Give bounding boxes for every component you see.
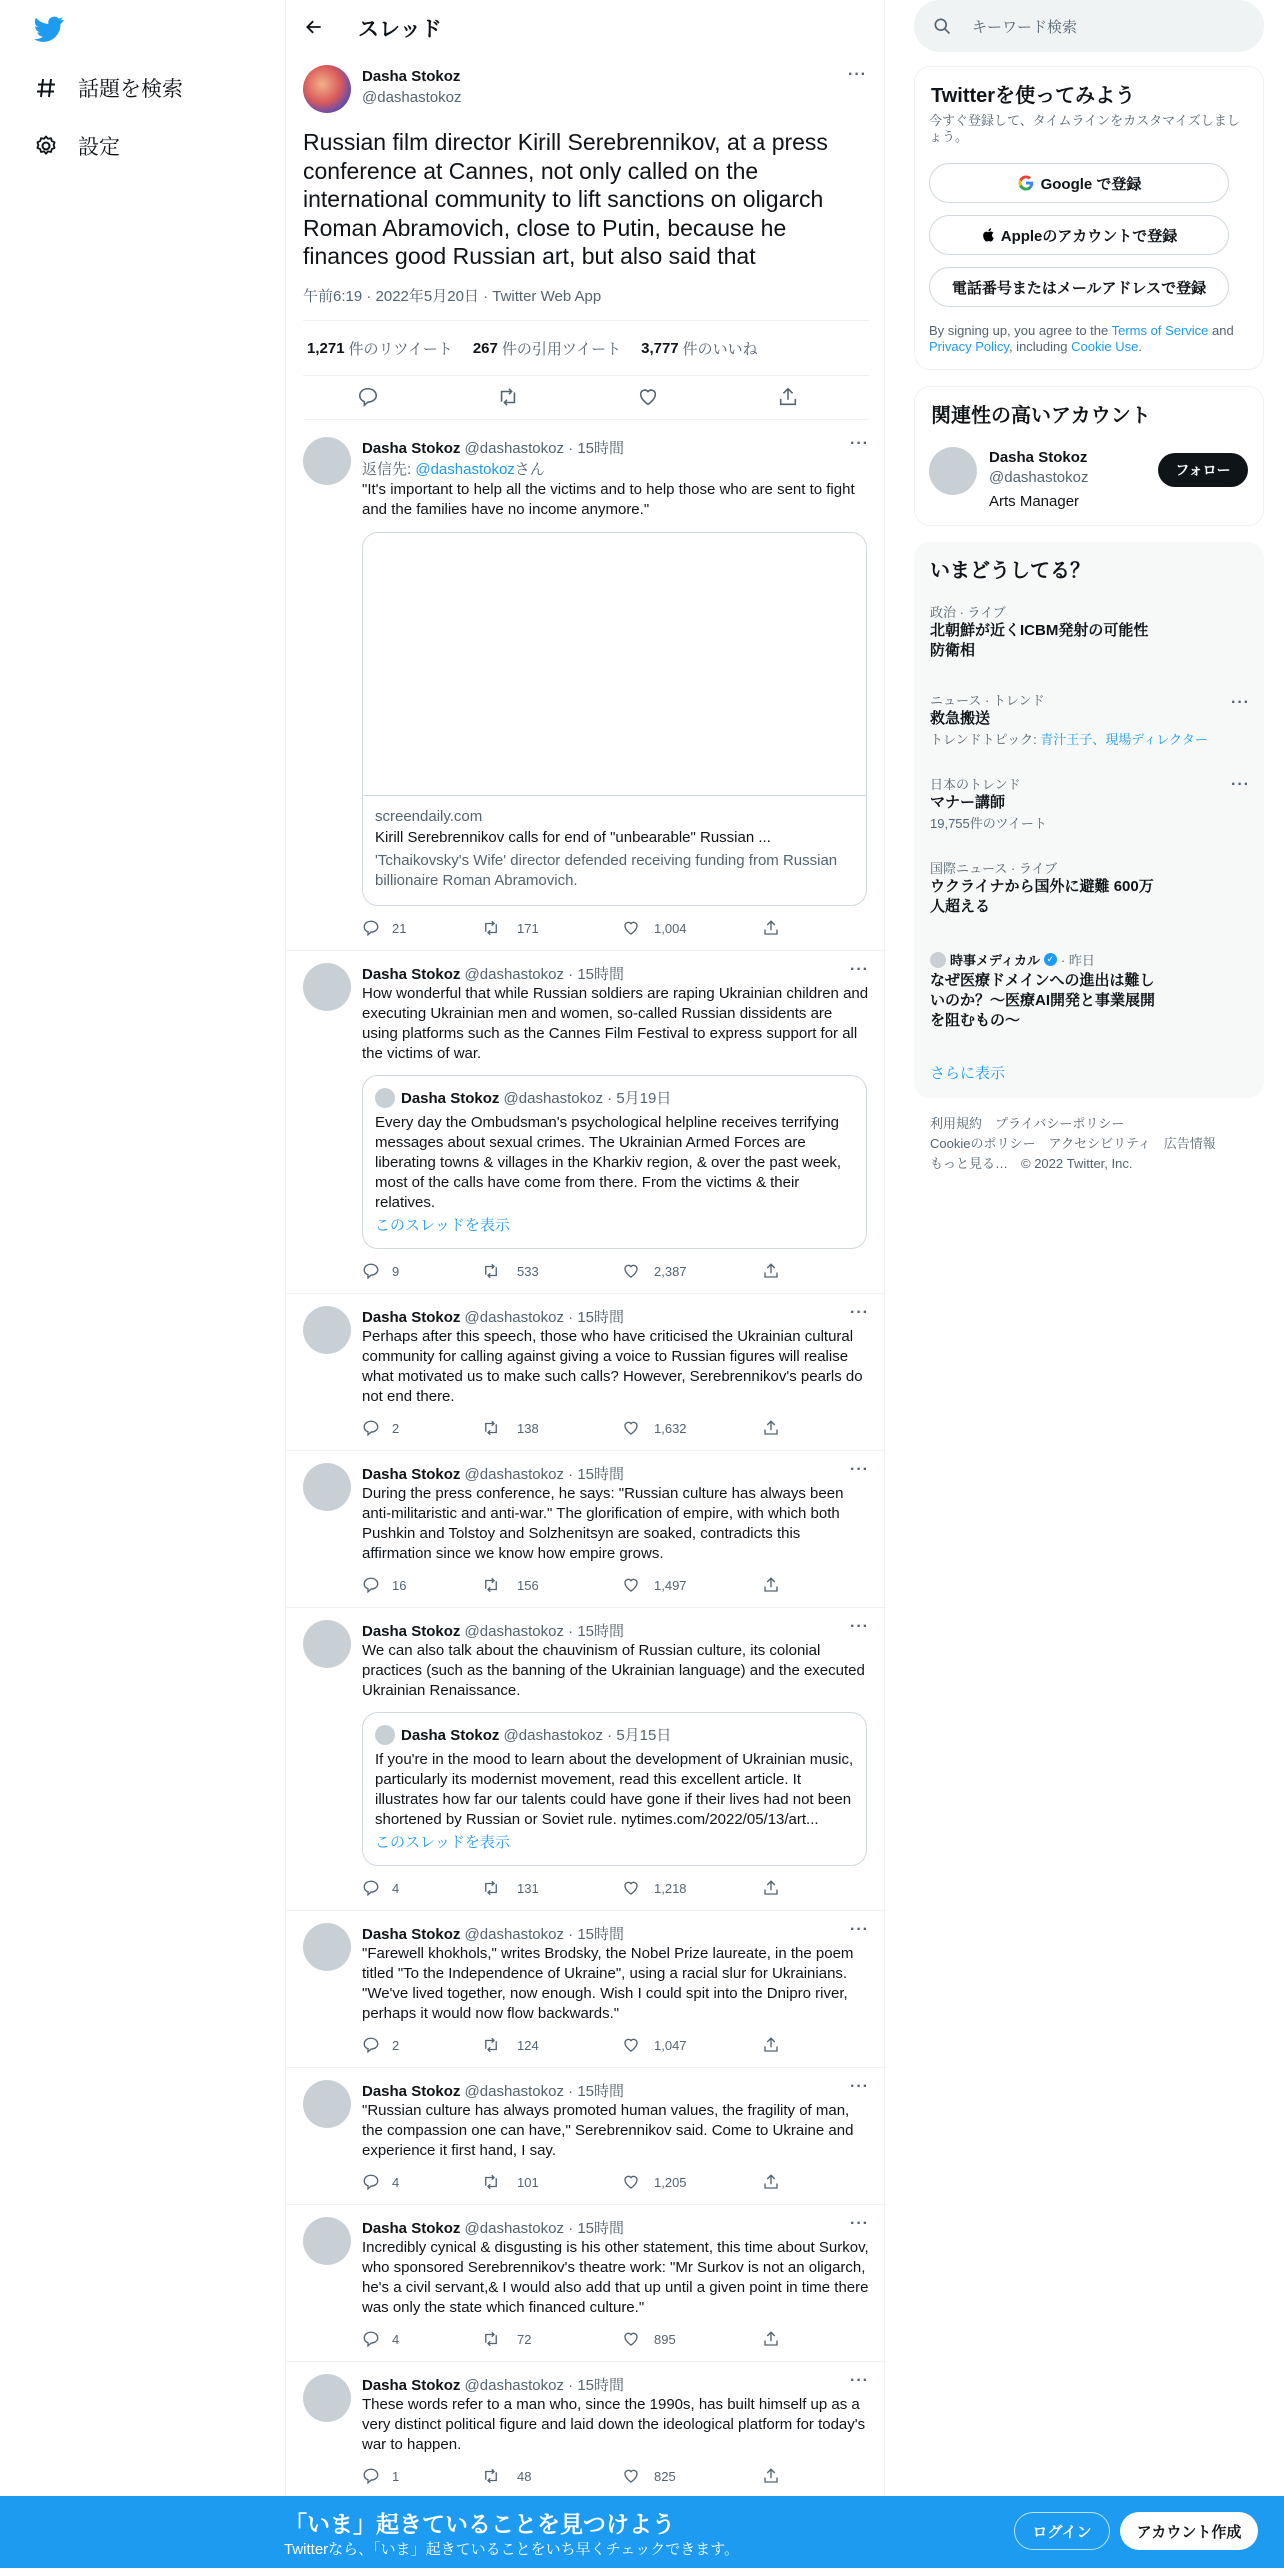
- search-icon: [932, 16, 952, 36]
- like-icon[interactable]: [622, 2173, 640, 2191]
- phone-email-signup-button[interactable]: [929, 267, 1229, 307]
- quote-label[interactable]: 件の引用ツイート: [501, 340, 622, 358]
- trend-item[interactable]: [930, 858, 1250, 917]
- trend-name: ウクライナから国外に避難 600万人超える: [930, 878, 1154, 915]
- tweet-meta[interactable]: 午前6:19 · 2022年5月20日 · Twitter Web App: [303, 288, 602, 305]
- author-handle[interactable]: @dashastokoz: [464, 1466, 564, 1483]
- reply-to-prefix: 返信先:: [362, 461, 416, 478]
- retweet-count: 124: [517, 2038, 539, 2053]
- author-name[interactable]: Dasha Stokoz: [362, 68, 461, 85]
- show-more-link[interactable]: さらに表示: [930, 1065, 1006, 1082]
- show-thread-link[interactable]: このスレッドを表示: [375, 1834, 510, 1851]
- reply-tweet[interactable]: [286, 2205, 886, 2362]
- terms-text-1: By signing up, you agree to the: [929, 323, 1112, 338]
- author-handle[interactable]: @dashastokoz: [464, 1926, 564, 1943]
- tweet-time[interactable]: 15時間: [577, 1309, 625, 1326]
- avatar[interactable]: [303, 1463, 351, 1511]
- google-signup-button[interactable]: [929, 163, 1229, 203]
- quote-tweet[interactable]: [362, 1712, 867, 1866]
- trend-category: 日本のトレンド: [930, 777, 1021, 792]
- like-count[interactable]: 3,777: [641, 339, 679, 357]
- avatar[interactable]: [303, 1620, 351, 1668]
- reply-actions: [362, 2330, 872, 2350]
- quote-date: 5月15日: [616, 1727, 672, 1744]
- reply-text: "Farewell khokhols," writes Brodsky, the Nobel Prize laureate, in the poem titled "To the Independence of Ukraine", using a racial slur for Ukrainians. "We've lived together, now enough. Wish I could spit into the Dnipro river, perhaps it would now flow backwards.": [362, 1945, 854, 2022]
- quote-header: Dasha Stokoz @dashastokoz · 5月15日: [401, 1727, 672, 1744]
- apple-icon: [981, 227, 997, 243]
- relevant-title: 関連性の高いアカウント: [931, 405, 1151, 427]
- like-icon[interactable]: [622, 1879, 640, 1897]
- author-name[interactable]: Dasha Stokoz: [362, 1309, 461, 1326]
- like-label[interactable]: 件のいいね: [682, 340, 758, 358]
- reply-icon[interactable]: [362, 1262, 380, 1280]
- reply-icon[interactable]: [362, 1879, 380, 1897]
- signup-panel: [914, 66, 1264, 370]
- avatar[interactable]: [303, 437, 351, 485]
- privacy-link[interactable]: Privacy Policy: [929, 339, 1009, 354]
- nav-explore-label: 話題を検索: [78, 78, 183, 101]
- tweet-time[interactable]: 15時間: [577, 966, 625, 983]
- trend-name: マナー講師: [930, 794, 1006, 811]
- share-icon[interactable]: [777, 386, 799, 408]
- reply-tweet[interactable]: [286, 1911, 886, 2068]
- avatar[interactable]: [303, 1923, 351, 1971]
- terms-text-3: , including: [1008, 339, 1072, 354]
- footer-links[interactable]: [930, 1114, 1216, 1174]
- reply-count: 1: [392, 2469, 400, 2484]
- reply-tweet[interactable]: [286, 951, 886, 1294]
- reply-header: Dasha Stokoz @dashastokoz · 15時間: [362, 2083, 625, 2100]
- author-name[interactable]: Dasha Stokoz: [362, 2083, 461, 2100]
- quote-author-name: Dasha Stokoz: [401, 1727, 500, 1744]
- search-placeholder: キーワード検索: [972, 19, 1078, 36]
- author-handle[interactable]: @dashastokoz: [464, 1309, 564, 1326]
- reply-actions: [362, 2467, 872, 2487]
- like-icon[interactable]: [622, 2330, 640, 2348]
- trend-tweet-count: 19,755件のツイート: [930, 816, 1047, 831]
- author-name[interactable]: Dasha Stokoz: [362, 2377, 461, 2394]
- avatar: [375, 1088, 395, 1108]
- phone-signup-label: 電話番号またはメールアドレスで登録: [951, 279, 1207, 297]
- tweet-time[interactable]: 15時間: [577, 1466, 625, 1483]
- retweet-icon[interactable]: [482, 2173, 500, 2191]
- avatar[interactable]: [303, 963, 351, 1011]
- show-thread-link[interactable]: このスレッドを表示: [375, 1217, 510, 1234]
- reply-to-line: [362, 458, 545, 479]
- share-icon[interactable]: [762, 1262, 780, 1280]
- quote-author-name: Dasha Stokoz: [401, 1090, 500, 1107]
- quote-tweet[interactable]: [362, 1075, 867, 1249]
- reply-header: Dasha Stokoz @dashastokoz · 15時間: [362, 1466, 625, 1483]
- relevant-accounts-panel: [914, 386, 1264, 526]
- link-card-title: Kirill Serebrennikov calls for end of "unbearable" Russian ...: [375, 829, 771, 846]
- nav-settings-label: 設定: [78, 136, 120, 159]
- author-handle[interactable]: @dashastokoz: [464, 1623, 564, 1640]
- reply-count: 9: [392, 1264, 400, 1279]
- twitter-logo-icon[interactable]: [34, 16, 64, 42]
- reply-actions: [362, 2173, 872, 2193]
- retweet-icon[interactable]: [482, 1262, 500, 1280]
- like-count: 1,218: [654, 1881, 687, 1896]
- reply-tweet[interactable]: [286, 425, 886, 951]
- like-icon[interactable]: [622, 1419, 640, 1437]
- reply-actions: [362, 1419, 872, 1439]
- like-count: 2,387: [654, 1264, 687, 1279]
- avatar[interactable]: [303, 2217, 351, 2265]
- trend-category: 国際ニュース · ライブ: [930, 861, 1058, 876]
- quote-date: 5月19日: [616, 1090, 672, 1107]
- reply-actions: [362, 2036, 872, 2056]
- trend-related-links[interactable]: 青汁王子、現場ディレクター: [1040, 732, 1208, 747]
- tweet-time[interactable]: 15時間: [577, 440, 625, 457]
- google-icon: [1017, 174, 1035, 192]
- reply-header: Dasha Stokoz @dashastokoz · 15時間: [362, 2220, 625, 2237]
- more-icon[interactable]: ···: [850, 1304, 869, 1321]
- like-icon[interactable]: [622, 2036, 640, 2054]
- hashtag-icon: [34, 76, 58, 100]
- terms-text-2: and: [1208, 323, 1234, 338]
- reply-tweet[interactable]: [286, 1608, 886, 1911]
- reply-header: Dasha Stokoz @dashastokoz · 15時間: [362, 1926, 625, 1943]
- gear-icon: [34, 134, 58, 158]
- avatar[interactable]: [303, 2080, 351, 2128]
- reply-header: Dasha Stokoz @dashastokoz · 15時間: [362, 440, 625, 457]
- like-count: 1,632: [654, 1421, 687, 1436]
- author-handle[interactable]: @dashastokoz: [362, 89, 462, 106]
- reply-icon[interactable]: [362, 1419, 380, 1437]
- author-handle[interactable]: @dashastokoz: [464, 966, 564, 983]
- author-name[interactable]: Dasha Stokoz: [362, 1623, 461, 1640]
- author-name[interactable]: Dasha Stokoz: [362, 440, 461, 457]
- footer-line-3[interactable]: もっと見る… © 2022 Twitter, Inc.: [930, 1156, 1133, 1171]
- signup-button[interactable]: アカウント作成: [1120, 2512, 1258, 2550]
- more-icon[interactable]: ···: [850, 2078, 869, 2095]
- apple-signup-label: Appleのアカウントで登録: [1000, 227, 1178, 245]
- reply-header: Dasha Stokoz @dashastokoz · 15時間: [362, 1623, 625, 1640]
- reply-count: 4: [392, 2175, 400, 2190]
- reply-text: We can also talk about the chauvinism of Russian culture, its colonial practices (such as the banning of the Ukrainian language) and the executed Ukrainian Renaissance.: [362, 1642, 865, 1699]
- more-icon[interactable]: ···: [850, 1461, 869, 1478]
- quote-text: If you're in the mood to learn about the development of Ukrainian music, particularly its modernist movement, read this excellent article. It illustrates how far our talents could have gone if their lives had not been shortened by Russian or Soviet rule. nytimes.com/2022/05/13/art...: [375, 1751, 854, 1828]
- quote-text: Every day the Ombudsman's psychological helpline receives terrifying messages about sexual crimes. The Ukrainian Armed Forces are liberating towns & villages in the Kharkiv region, & over the past week, most of the calls have come from there. From the victims & their relatives.: [375, 1114, 842, 1211]
- tweet-stats: [303, 320, 869, 376]
- bottom-signup-bar: [0, 2496, 1284, 2568]
- like-count: 1,047: [654, 2038, 687, 2053]
- link-card[interactable]: [362, 532, 867, 906]
- bottom-headline: 「いま」起きていることを見つけよう: [284, 2511, 675, 2537]
- like-icon[interactable]: [637, 386, 659, 408]
- trends-panel: [914, 542, 1264, 1098]
- verified-icon: ✓: [1044, 953, 1057, 966]
- retweet-icon[interactable]: [482, 919, 500, 937]
- reply-text: How wonderful that while Russian soldiers are raping Ukrainian children and executing Ukrainian men and women, so-called Russian dissidents are using platforms such as the Cannes Film Festival to express support for all the victims of war.: [362, 985, 869, 1062]
- reply-tweet[interactable]: [286, 2362, 886, 2502]
- tweet-time[interactable]: 15時間: [577, 2083, 625, 2100]
- search-input[interactable]: [914, 0, 1264, 52]
- avatar[interactable]: [929, 447, 977, 495]
- link-card-image: [363, 533, 866, 796]
- share-icon[interactable]: [762, 2467, 780, 2485]
- like-count: 1,205: [654, 2175, 687, 2190]
- more-icon[interactable]: ···: [850, 2372, 869, 2389]
- terms-text-4: .: [1138, 339, 1142, 354]
- trend-name: 救急搬送: [930, 710, 991, 727]
- quote-author-handle: @dashastokoz: [503, 1727, 603, 1744]
- retweet-icon[interactable]: [482, 2330, 500, 2348]
- retweet-icon[interactable]: [482, 1419, 500, 1437]
- trend-category: ニュース · トレンド: [930, 693, 1045, 708]
- like-icon[interactable]: [622, 1576, 640, 1594]
- reply-count: 4: [392, 1881, 400, 1896]
- like-icon[interactable]: [622, 919, 640, 937]
- retweet-icon[interactable]: [482, 2467, 500, 2485]
- bottom-subtext: Twitterなら、「いま」起きていることをいち早くチェックできます。: [284, 2541, 740, 2558]
- relevant-bio: Arts Manager: [989, 493, 1080, 510]
- apple-signup-button[interactable]: [929, 215, 1229, 255]
- reply-to-handle[interactable]: @dashastokoz: [415, 461, 515, 478]
- reply-header: Dasha Stokoz @dashastokoz · 15時間: [362, 2377, 625, 2394]
- reply-text: These words refer to a man who, since the 1990s, has built himself up as a very distinct political figure and laid down the ideological platform for today's war to happen.: [362, 2396, 866, 2453]
- terms-link[interactable]: Terms of Service: [1111, 323, 1209, 338]
- login-button[interactable]: ログイン: [1014, 2512, 1110, 2550]
- more-icon[interactable]: ···: [850, 1921, 869, 1938]
- more-icon[interactable]: ···: [850, 1618, 869, 1635]
- reply-text: "It's important to help all the victims and to help those who are sent to fight and the families have no income anymore.": [362, 481, 855, 518]
- reply-text: "Russian culture has always promoted human values, the fragility of man, the compassion one can have," Serebrennikov said. Come to Ukraine and experience it first hand, I say.: [362, 2102, 854, 2159]
- reply-tweet[interactable]: [286, 1451, 886, 1608]
- avatar[interactable]: [303, 1306, 351, 1354]
- tweet-time[interactable]: 15時間: [577, 1623, 625, 1640]
- retweet-icon[interactable]: [497, 386, 519, 408]
- share-icon[interactable]: [762, 2173, 780, 2191]
- trend-related: [930, 729, 1250, 748]
- trend-source: [930, 950, 1250, 969]
- retweet-icon[interactable]: [482, 2036, 500, 2054]
- trend-item[interactable]: [930, 950, 1250, 1031]
- retweet-label[interactable]: 件のリツイート: [348, 340, 453, 358]
- share-icon[interactable]: [762, 1419, 780, 1437]
- follow-button[interactable]: フォロー: [1158, 453, 1248, 487]
- like-count: 825: [654, 2469, 676, 2484]
- like-icon[interactable]: [622, 1262, 640, 1280]
- like-count: 895: [654, 2332, 676, 2347]
- avatar[interactable]: [303, 2374, 351, 2422]
- reply-icon[interactable]: [362, 1576, 380, 1594]
- retweet-count: 131: [517, 1881, 539, 1896]
- link-card-description: 'Tchaikovsky's Wife' director defended receiving funding from Russian billionaire Roman Abramovich.: [375, 852, 838, 889]
- retweet-count: 533: [517, 1264, 539, 1279]
- reply-icon[interactable]: [362, 2036, 380, 2054]
- reply-icon[interactable]: [362, 919, 380, 937]
- share-icon[interactable]: [762, 1576, 780, 1594]
- footer-line-1[interactable]: 利用規約 プライバシーポリシー: [930, 1116, 1125, 1131]
- reply-icon[interactable]: [357, 386, 379, 408]
- author-name[interactable]: Dasha Stokoz: [362, 1466, 461, 1483]
- more-icon[interactable]: ···: [850, 2215, 869, 2232]
- like-count: 1,497: [654, 1578, 687, 1593]
- retweet-icon[interactable]: [482, 1879, 500, 1897]
- reply-header: Dasha Stokoz @dashastokoz · 15時間: [362, 1309, 625, 1326]
- tweet-time[interactable]: 15時間: [577, 2377, 625, 2394]
- quote-author-handle: @dashastokoz: [503, 1090, 603, 1107]
- reply-count: 2: [392, 2038, 400, 2053]
- retweet-count: 138: [517, 1421, 539, 1436]
- reply-count: 21: [392, 921, 407, 936]
- reply-text: Perhaps after this speech, those who have criticised the Ukrainian cultural community for calling against giving a voice to Russian figures will realise what motivated us to make such calls? However, Serebrennikov's pearls do not end there.: [362, 1328, 863, 1405]
- share-icon[interactable]: [762, 2330, 780, 2348]
- retweet-count: 156: [517, 1578, 539, 1593]
- back-arrow-icon[interactable]: [304, 17, 324, 37]
- retweet-count: 48: [517, 2469, 532, 2484]
- more-icon[interactable]: ···: [850, 961, 869, 978]
- retweet-icon[interactable]: [482, 1576, 500, 1594]
- thread-header: [286, 0, 886, 54]
- reply-actions: [362, 919, 872, 939]
- avatar: [375, 1725, 395, 1745]
- share-icon[interactable]: [762, 1879, 780, 1897]
- retweet-count[interactable]: 1,271: [307, 339, 345, 357]
- nav-settings[interactable]: [34, 131, 120, 161]
- trend-category: 政治 · ライブ: [930, 605, 1006, 620]
- signup-title: Twitterを使ってみよう: [931, 85, 1136, 107]
- cookie-link[interactable]: Cookie Use: [1071, 339, 1139, 354]
- main-column: [285, 0, 885, 2568]
- reply-to-suffix: さん: [514, 461, 545, 478]
- reply-text: Incredibly cynical & disgusting is his other statement, this time about Surkov, who sponsored Serebrennikov's theatre work: "Mr Surkov is not an oligarch, he's a civil servant,& I would also add that up until a given point in time there was only the state which financed culture.": [362, 2239, 869, 2316]
- reply-header: Dasha Stokoz @dashastokoz · 15時間: [362, 966, 625, 983]
- source-time: · 昨日: [1060, 953, 1095, 968]
- reply-icon[interactable]: [362, 2173, 380, 2191]
- relevant-handle[interactable]: @dashastokoz: [989, 469, 1089, 486]
- reply-icon[interactable]: [362, 2467, 380, 2485]
- share-icon[interactable]: [762, 919, 780, 937]
- like-count: 1,004: [654, 921, 687, 936]
- more-icon[interactable]: ···: [850, 435, 869, 452]
- author-name[interactable]: Dasha Stokoz: [362, 1926, 461, 1943]
- tweet-time[interactable]: 15時間: [577, 2220, 625, 2237]
- reply-count: 4: [392, 2332, 400, 2347]
- link-card-domain: screendaily.com: [375, 808, 483, 825]
- retweet-count: 171: [517, 921, 539, 936]
- trends-title: いまどうしてる？: [930, 560, 1090, 582]
- google-signup-label: Google で登録: [1040, 175, 1142, 193]
- reply-actions: [362, 1262, 872, 1282]
- relevant-name[interactable]: Dasha Stokoz: [989, 449, 1088, 466]
- author-handle[interactable]: @dashastokoz: [464, 2377, 564, 2394]
- more-icon[interactable]: ···: [1231, 694, 1250, 711]
- main-tweet-actions: [303, 378, 869, 420]
- reply-text: During the press conference, he says: "Russian culture has always been anti-militaristic and anti-war." The glorification of empire, with which both Pushkin and Tolstoy and Solzhenitsyn are soaked, contradicts this affirmation since we know how empire grows.: [362, 1485, 844, 1562]
- reply-tweet[interactable]: [286, 1294, 886, 1451]
- signup-terms: [929, 323, 1249, 355]
- retweet-count: 72: [517, 2332, 532, 2347]
- more-icon[interactable]: ···: [848, 66, 867, 83]
- reply-actions: [362, 1879, 872, 1899]
- trend-name: なぜ医療ドメインへの進出は難しいのか？～医療AI開発と事業展開を阻むもの～: [930, 972, 1156, 1029]
- trend-related-prefix: トレンドトピック:: [930, 732, 1041, 747]
- left-nav: [0, 0, 285, 2568]
- author-handle[interactable]: @dashastokoz: [464, 2220, 564, 2237]
- author-name[interactable]: Dasha Stokoz: [362, 2220, 461, 2237]
- retweet-count: 101: [517, 2175, 539, 2190]
- author-handle[interactable]: @dashastokoz: [464, 2083, 564, 2100]
- trend-item[interactable]: [930, 774, 1250, 832]
- reply-icon[interactable]: [362, 2330, 380, 2348]
- main-tweet-text: Russian film director Kirill Serebrennikov, at a press conference at Cannes, not only called on the international community to lift sanctions on oligarch Roman Abramovich, close to Putin, because he finances good Russian art, but also said that: [303, 129, 828, 270]
- like-icon[interactable]: [622, 2467, 640, 2485]
- reply-tweet[interactable]: [286, 2068, 886, 2205]
- author-handle[interactable]: @dashastokoz: [464, 440, 564, 457]
- reply-count: 2: [392, 1421, 400, 1436]
- source-avatar: [930, 952, 946, 968]
- page-title: スレッド: [358, 18, 442, 41]
- nav-explore[interactable]: [34, 73, 183, 103]
- more-icon[interactable]: ···: [1231, 776, 1250, 793]
- quote-header: Dasha Stokoz @dashastokoz · 5月19日: [401, 1090, 672, 1107]
- footer-line-2[interactable]: Cookieのポリシー アクセシビリティ 広告情報: [930, 1136, 1216, 1151]
- quote-count[interactable]: 267: [472, 339, 498, 357]
- tweet-time[interactable]: 15時間: [577, 1926, 625, 1943]
- avatar[interactable]: [303, 65, 351, 113]
- trend-name: 北朝鮮が近くICBM発射の可能性 防衛相: [930, 622, 1149, 659]
- share-icon[interactable]: [762, 2036, 780, 2054]
- trend-item[interactable]: [930, 690, 1250, 748]
- reply-actions: [362, 1576, 872, 1596]
- signup-subtitle: 今すぐ登録して、タイムラインをカスタマイズしましょう。: [929, 113, 1240, 144]
- author-name[interactable]: Dasha Stokoz: [362, 966, 461, 983]
- trend-item[interactable]: [930, 602, 1250, 661]
- reply-count: 16: [392, 1578, 407, 1593]
- source-name: 時事メディカル: [950, 953, 1040, 968]
